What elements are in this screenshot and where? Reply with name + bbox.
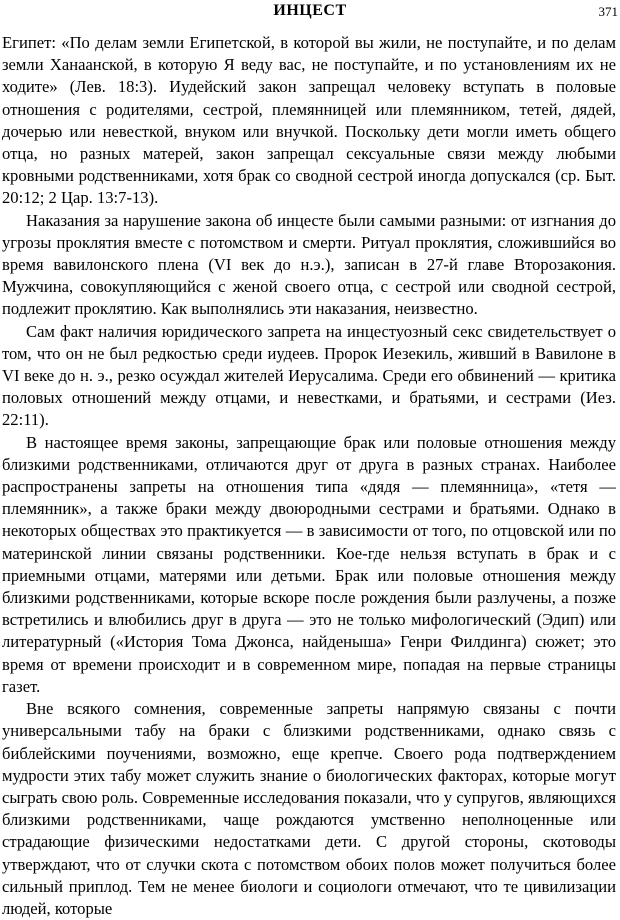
running-head bbox=[0, 0, 620, 24]
body-text bbox=[2, 32, 616, 920]
page-number: 371 bbox=[598, 4, 618, 19]
paragraph: Наказания за нарушение закона об инцесте были самыми разными: от изгнания до угрозы проклятия вместе с потомством и смерти. Ритуал проклятия, сложившийся во время вавилонского плена (VI век до н.э.), записан в 27-й главе Второзакония. Мужчина, совокупляющийся с женой своего отца, с сестрой или сводной сестрой, подлежит проклятию. Как выполнялись эти наказания, неизвестно. bbox=[2, 210, 616, 319]
paragraph: Сам факт наличия юридического запрета на инцестуозный секс свидетельствует о том, что он не был редкостью среди иудеев. Пророк Иезекиль, живший в Вавилоне в VI веке до н. э., резко осуждал жителей Иерусалима. Среди его обвинений — критика половых отношений между отцами, и невестками, и братьями, и сестрами (Иез. 22:11). bbox=[2, 321, 616, 430]
paragraph: В настоящее время законы, запрещающие брак или половые отношения между близкими родственниками, отличаются друг от друга в разных странах. Наиболее распространены запреты на отношения типа «дядя — племянница», «тетя — племянник», а также браки между двоюродными сестрами и братьями. Однако в некоторых обществах это практикуется — в зависимости от того, по отцовской или по материнской линии связаны родственники. Кое-где нельзя вступать в брак и с приемными отцами, матерями или детьми. Брак или половые отношения между близкими родственниками, которые вскоре после рождения были разлучены, а позже встретились и влюбились друг в друга — это не только мифологический (Эдип) или литературный («История Тома Джонса, найденыша» Генри Филдинга) сюжет; это время от времени происходит и в современном мире, попадая на первые страницы газет. bbox=[2, 432, 616, 696]
paragraph-continued: Египет: «По делам земли Египетской, в которой вы жили, не поступайте, и по делам земли Ханаанской, в которую Я веду вас, не поступайте, и по установлениям их не ходите» (Лев. 18:3). Иудейский закон запрещал человеку вступать в половые отношения с родителями, сестрой, племянницей или племянником, тетей, дядей, дочерью или невесткой, внуком или внучкой. Поскольку дети могли иметь общего отца, но разных матерей, закон запрещал сексуальные связи между любыми кровными родственниками, хотя брак со сводной сестрой иногда допускался (ср. Быт. 20:12; 2 Цар. 13:7-13). bbox=[2, 33, 616, 208]
paragraph: Вне всякого сомнения, современные запреты напрямую связаны с почти универсальными табу на браки с близкими родственниками, однако связь с библейскими поучениями, возможно, еще крепче. Своего рода подтверждением мудрости этих табу может служить знание о биологических факторах, которые могут сыграть свою роль. Современные исследования показали, что у супругов, являющихся близкими родственниками, чаще рождаются умственно неполноценные или страдающие физическими недостатками дети. С другой стороны, скотоводы утверждают, что от случки скота с потомством обоих полов может получиться более сильный приплод. Тем не менее биологи и социологи отмечают, что те цивилизации людей, которые bbox=[2, 699, 616, 918]
running-title: ИНЦЕСТ bbox=[273, 2, 347, 19]
